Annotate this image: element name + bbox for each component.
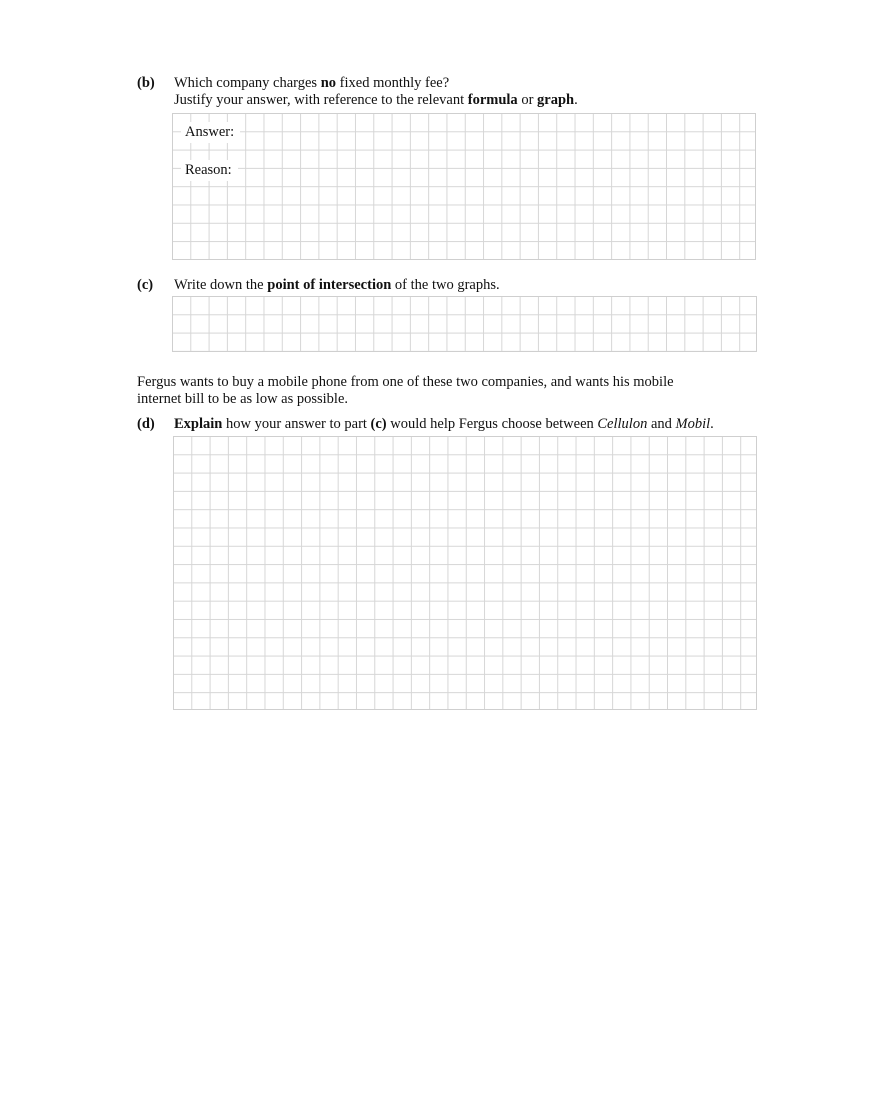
question-b-line1-bold: no: [320, 75, 337, 91]
question-d-and: and: [647, 416, 676, 432]
intro-line2: internet bill to be as low as possible.: [137, 391, 349, 407]
question-c-bold: point of intersection: [267, 277, 392, 293]
question-b-line2-graph: graph: [537, 92, 575, 108]
question-b-line1-post: fixed monthly fee?: [336, 75, 450, 91]
question-d-label: (d): [137, 416, 155, 432]
question-d-mid: would help Fergus choose between: [386, 416, 598, 432]
question-d-post: .: [710, 416, 714, 432]
answer-grid-b[interactable]: [172, 113, 756, 260]
question-b-line2-pre: Justify your answer, with reference to the relevant: [174, 92, 468, 108]
question-b-line2-post: .: [574, 92, 578, 108]
question-d-text: [174, 416, 714, 433]
question-d-pre: how your answer to part: [222, 416, 371, 432]
question-d-mobil: Mobil: [675, 416, 711, 432]
question-b-line2-mid: or: [517, 92, 538, 108]
reason-label: Reason:: [181, 160, 238, 181]
intro-line1: Fergus wants to buy a mobile phone from one of these two companies, and wants his mobile: [137, 374, 674, 390]
question-c-post: of the two graphs.: [391, 277, 500, 293]
question-c-text: [174, 277, 500, 294]
answer-label: Answer:: [181, 122, 240, 143]
question-d-part-ref: (c): [370, 416, 387, 432]
question-d-cellulon: Cellulon: [597, 416, 648, 432]
answer-grid-d[interactable]: [173, 436, 757, 710]
question-b-line1-pre: Which company charges: [174, 75, 321, 91]
question-c-label: (c): [137, 277, 154, 293]
question-c-pre: Write down the: [174, 277, 268, 293]
answer-grid-c[interactable]: [172, 296, 757, 352]
question-b-text-line2: [174, 92, 578, 109]
question-b-label: (b): [137, 75, 155, 91]
question-b-line2-formula: formula: [467, 92, 518, 108]
question-d-explain: Explain: [174, 416, 223, 432]
question-b-text-line1: [174, 75, 449, 92]
